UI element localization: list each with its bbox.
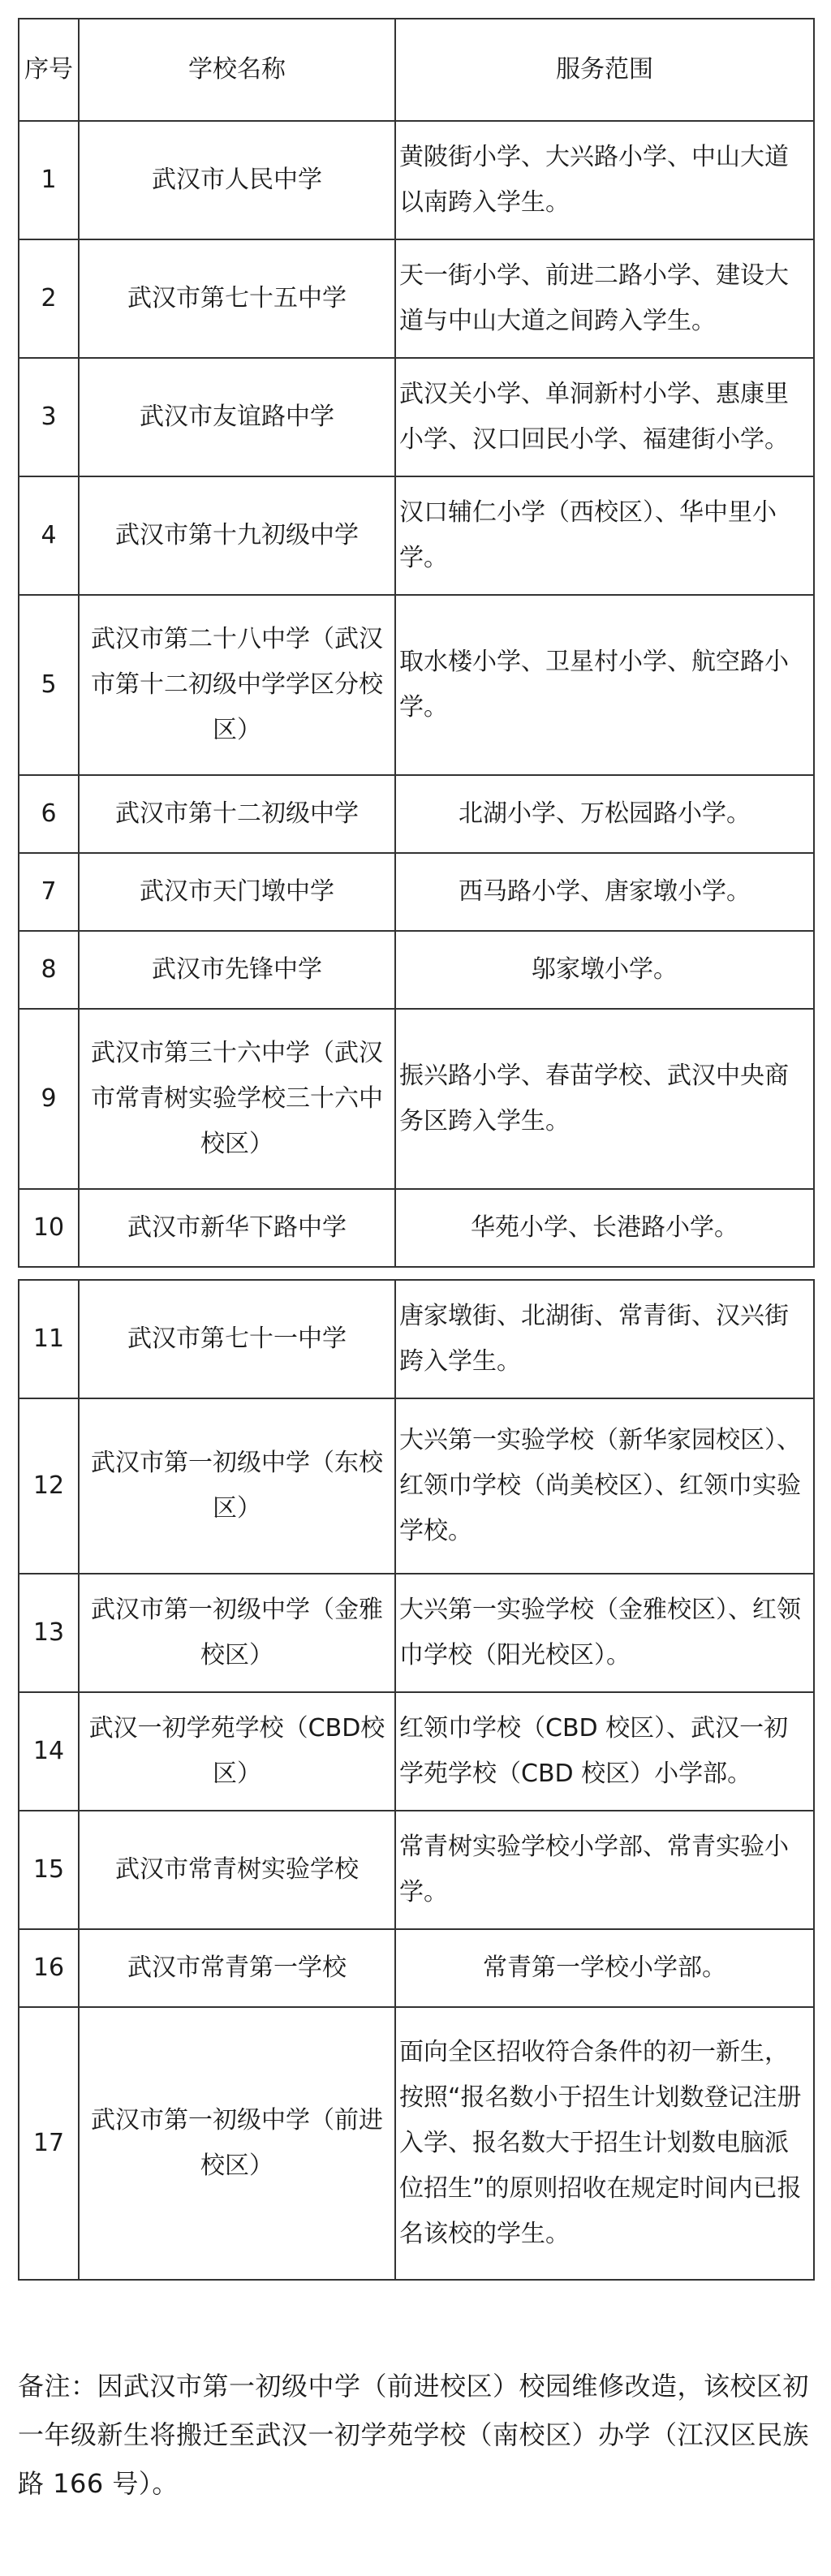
school-name: 武汉市第一初级中学（金雅校区） <box>79 1574 395 1692</box>
school-name: 武汉市第一初级中学（前进校区） <box>79 2007 395 2280</box>
table-row <box>19 1189 814 1267</box>
row-number: 7 <box>19 853 79 931</box>
table-row <box>19 1811 814 1929</box>
service-scope: 汉口辅仁小学（西校区）、华中里小学。 <box>395 476 814 595</box>
service-scope: 常青第一学校小学部。 <box>395 1929 814 2007</box>
service-scope: 大兴第一实验学校（金雅校区）、红领巾学校（阳光校区）。 <box>395 1574 814 1692</box>
table-row <box>19 1009 814 1189</box>
school-table-part-2 <box>18 1279 815 2281</box>
school-name: 武汉市先锋中学 <box>79 931 395 1009</box>
table-row <box>19 476 814 595</box>
school-name: 武汉市第七十五中学 <box>79 239 395 358</box>
table-row <box>19 358 814 476</box>
table-row <box>19 1574 814 1692</box>
table-row <box>19 853 814 931</box>
table-row <box>19 239 814 358</box>
service-scope: 面向全区招收符合条件的初一新生，按照“报名数小于招生计划数登记注册入学、报名数大于招生计划数电脑派位招生”的原则招收在规定时间内已报名该校的学生。 <box>395 2007 814 2280</box>
service-scope: 取水楼小学、卫星村小学、航空路小学。 <box>395 595 814 775</box>
service-scope: 黄陂街小学、大兴路小学、中山大道以南跨入学生。 <box>395 121 814 239</box>
school-name: 武汉市第三十六中学（武汉市常青树实验学校三十六中校区） <box>79 1009 395 1189</box>
row-number: 2 <box>19 239 79 358</box>
table-header-row <box>19 19 814 121</box>
school-name: 武汉市第十二初级中学 <box>79 775 395 853</box>
row-number: 8 <box>19 931 79 1009</box>
service-scope: 北湖小学、万松园路小学。 <box>395 775 814 853</box>
service-scope: 华苑小学、长港路小学。 <box>395 1189 814 1267</box>
school-name: 武汉市第一初级中学（东校区） <box>79 1398 395 1574</box>
table-row <box>19 775 814 853</box>
service-scope: 天一街小学、前进二路小学、建设大道与中山大道之间跨入学生。 <box>395 239 814 358</box>
service-scope: 振兴路小学、春苗学校、武汉中央商务区跨入学生。 <box>395 1009 814 1189</box>
table-part-1 <box>18 18 813 1268</box>
row-number: 1 <box>19 121 79 239</box>
school-name: 武汉市常青树实验学校 <box>79 1811 395 1929</box>
header-no: 序号 <box>19 19 79 121</box>
table-row <box>19 595 814 775</box>
service-scope: 大兴第一实验学校（新华家园校区）、红领巾学校（尚美校区）、红领巾实验学校。 <box>395 1398 814 1574</box>
school-table-part-1 <box>18 18 815 1268</box>
row-number: 15 <box>19 1811 79 1929</box>
service-scope: 红领巾学校（CBD 校区）、武汉一初学苑学校（CBD 校区）小学部。 <box>395 1692 814 1811</box>
school-name: 武汉市第二十八中学（武汉市第十二初级中学学区分校区） <box>79 595 395 775</box>
row-number: 13 <box>19 1574 79 1692</box>
row-number: 17 <box>19 2007 79 2280</box>
school-name: 武汉一初学苑学校（CBD校区） <box>79 1692 395 1811</box>
table-row <box>19 1692 814 1811</box>
service-scope: 西马路小学、唐家墩小学。 <box>395 853 814 931</box>
service-scope: 武汉关小学、单洞新村小学、惠康里小学、汉口回民小学、福建街小学。 <box>395 358 814 476</box>
school-name: 武汉市第七十一中学 <box>79 1280 395 1398</box>
service-scope: 常青树实验学校小学部、常青实验小学。 <box>395 1811 814 1929</box>
school-name: 武汉市常青第一学校 <box>79 1929 395 2007</box>
header-school: 学校名称 <box>79 19 395 121</box>
school-name: 武汉市第十九初级中学 <box>79 476 395 595</box>
table-row <box>19 931 814 1009</box>
row-number: 9 <box>19 1009 79 1189</box>
school-name: 武汉市天门墩中学 <box>79 853 395 931</box>
row-number: 3 <box>19 358 79 476</box>
header-scope: 服务范围 <box>395 19 814 121</box>
school-name: 武汉市新华下路中学 <box>79 1189 395 1267</box>
row-number: 16 <box>19 1929 79 2007</box>
remark-note: 备注：因武汉市第一初级中学（前进校区）校园维修改造，该校区初一年级新生将搬迁至武汉一初学苑学校（南校区）办学（江汉区民族路 166 号）。 <box>18 2371 810 2499</box>
table-row <box>19 1280 814 1398</box>
table-row <box>19 1929 814 2007</box>
row-number: 14 <box>19 1692 79 1811</box>
row-number: 4 <box>19 476 79 595</box>
table-part-2 <box>18 1279 813 2281</box>
row-number: 12 <box>19 1398 79 1574</box>
school-name: 武汉市友谊路中学 <box>79 358 395 476</box>
school-name: 武汉市人民中学 <box>79 121 395 239</box>
row-number: 11 <box>19 1280 79 1398</box>
row-number: 5 <box>19 595 79 775</box>
service-scope: 邬家墩小学。 <box>395 931 814 1009</box>
table-row <box>19 1398 814 1574</box>
table-row <box>19 2007 814 2280</box>
service-scope: 唐家墩街、北湖街、常青街、汉兴街跨入学生。 <box>395 1280 814 1398</box>
row-number: 6 <box>19 775 79 853</box>
row-number: 10 <box>19 1189 79 1267</box>
table-row <box>19 121 814 239</box>
